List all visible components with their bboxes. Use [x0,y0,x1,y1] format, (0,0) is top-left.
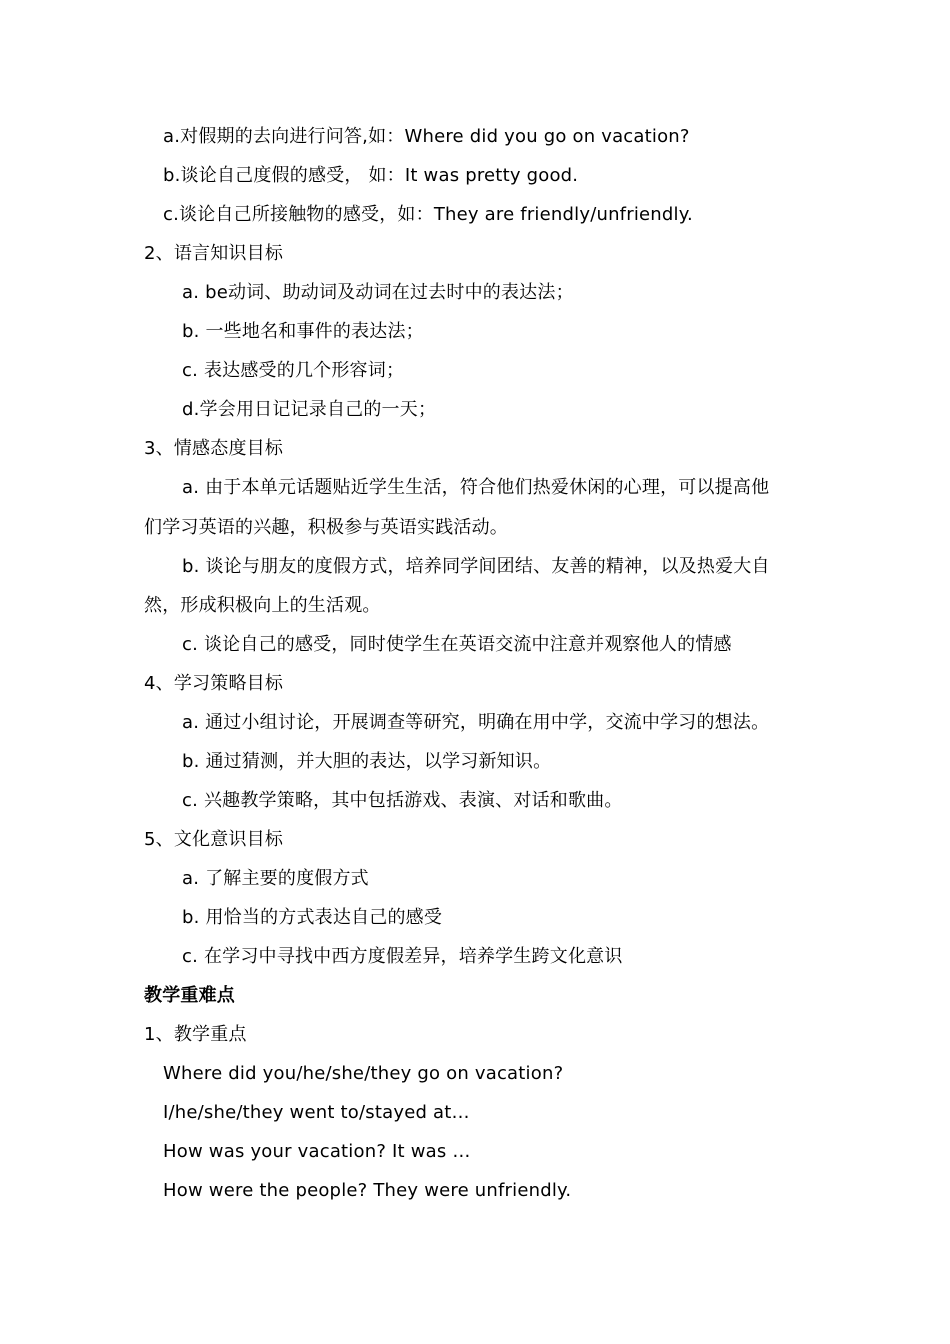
key-sentence-2: I/he/she/they went to/stayed at… [163,1102,470,1123]
key-sentence-4: How were the people? They were unfriendly. [163,1180,572,1201]
strategy-item-b: b. 通过猜测，并大胆的表达，以学习新知识。 [182,751,552,772]
section-heading-emotion-attitude: 3、情感态度目标 [144,438,284,459]
culture-item-b: b. 用恰当的方式表达自己的感受 [182,907,443,928]
language-item-c: c. 表达感受的几个形容词； [182,360,405,381]
objective-line-c-talk-impressions: c.谈论自己所接触物的感受，如：They are friendly/unfriendly. [163,204,693,225]
emotion-item-a-line1: a. 由于本单元话题贴近学生生活，符合他们热爱休闲的心理，可以提高他 [182,477,770,498]
strategy-item-a: a. 通过小组讨论，开展调查等研究，明确在用中学，交流中学习的想法。 [182,712,770,733]
culture-item-c: c. 在学习中寻找中西方度假差异，培养学生跨文化意识 [182,946,623,967]
heading-key-difficult-points: 教学重难点 [144,985,235,1006]
section-heading-language-knowledge: 2、语言知识目标 [144,243,284,264]
language-item-d: d.学会用日记记录自己的一天； [182,399,437,420]
key-sentence-1: Where did you/he/she/they go on vacation? [163,1063,564,1084]
emotion-item-b-line1: b. 谈论与朋友的度假方式，培养同学间团结、友善的精神，以及热爱大自 [182,556,770,577]
strategy-item-c: c. 兴趣教学策略，其中包括游戏、表演、对话和歌曲。 [182,790,623,811]
culture-item-a: a. 了解主要的度假方式 [182,868,369,889]
language-item-b: b. 一些地名和事件的表达法； [182,321,424,342]
emotion-item-c: c. 谈论自己的感受，同时使学生在英语交流中注意并观察他人的情感 [182,634,732,655]
section-heading-cultural-awareness: 5、文化意识目标 [144,829,284,850]
key-sentence-3: How was your vacation? It was … [163,1141,471,1162]
objective-line-b-talk-feelings: b.谈论自己度假的感受， 如：It was pretty good. [163,165,579,186]
objective-line-a-ask-destination: a.对假期的去向进行问答,如：Where did you go on vacation? [163,126,690,147]
language-item-a: a. be动词、助动词及动词在过去时中的表达法； [182,282,574,303]
subheading-teaching-focus: 1、教学重点 [144,1024,247,1045]
emotion-item-b-line2: 然，形成积极向上的生活观。 [144,595,381,616]
emotion-item-a-line2: 们学习英语的兴趣，积极参与英语实践活动。 [144,517,508,538]
section-heading-learning-strategy: 4、学习策略目标 [144,673,284,694]
